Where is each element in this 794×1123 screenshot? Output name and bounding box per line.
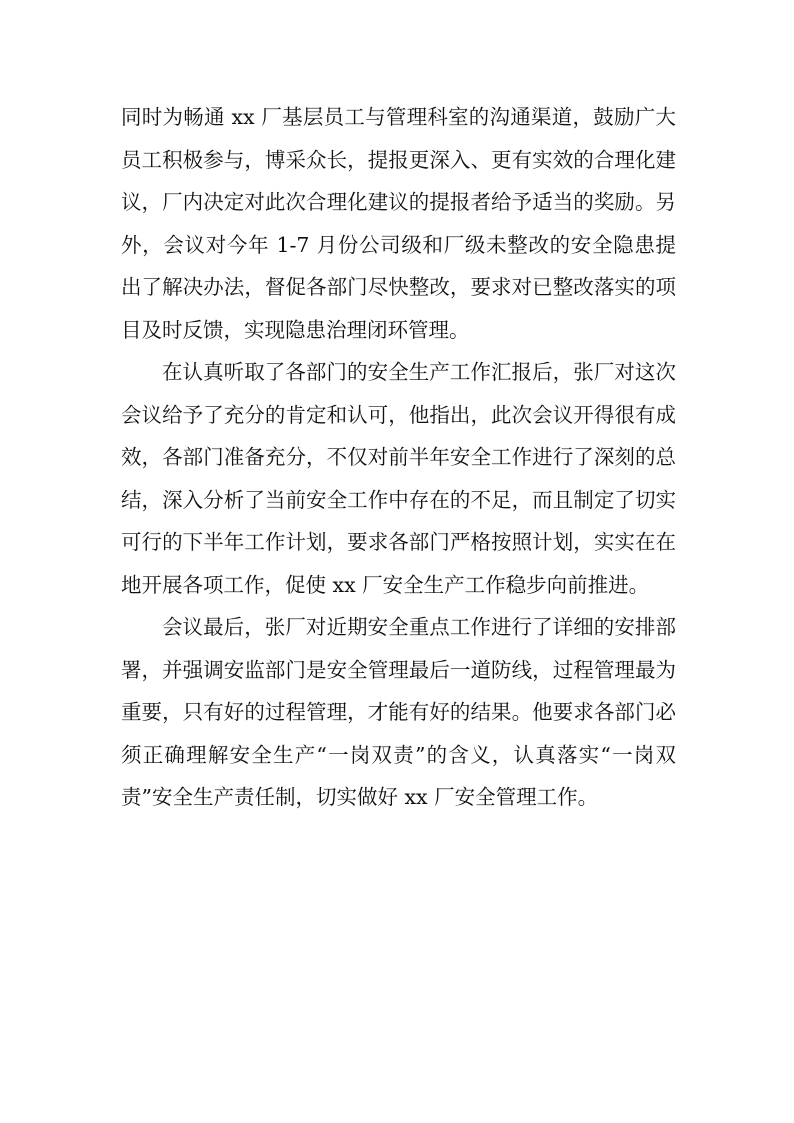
paragraph-3: 会议最后，张厂对近期安全重点工作进行了详细的安排部署，并强调安监部门是安全管理最后一道防线，过程管理最为重要，只有好的过程管理，才能有好的结果。他要求各部门必须正确理解安全生产“一岗双责”的含义，认真落实“一岗双责”安全生产责任制，切实做好 xx 厂安全管理工作。 <box>121 615 676 809</box>
paragraph-2: 在认真听取了各部门的安全生产工作汇报后，张厂对这次会议给予了充分的肯定和认可，他指出，此次会议开得很有成效，各部门准备充分，不仅对前半年安全工作进行了深刻的总结，深入分析了当前安全工作中存在的不足，而且制定了切实可行的下半年工作计划，要求各部门严格按照计划，实实在在地开展各项工作，促使 xx 厂安全生产工作稳步向前推进。 <box>121 360 676 597</box>
paragraph-1: 同时为畅通 xx 厂基层员工与管理科室的沟通渠道，鼓励广大员工积极参与，博采众长，提报更深入、更有实效的合理化建议，厂内决定对此次合理化建议的提报者给予适当的奖励。另外，会议对今年 1-7 月份公司级和厂级未整改的安全隐患提出了解决办法，督促各部门尽快整改，要求对已整改落实的项目及时反馈，实现隐患治理闭环管理。 <box>121 105 676 342</box>
document-body <box>121 96 676 819</box>
